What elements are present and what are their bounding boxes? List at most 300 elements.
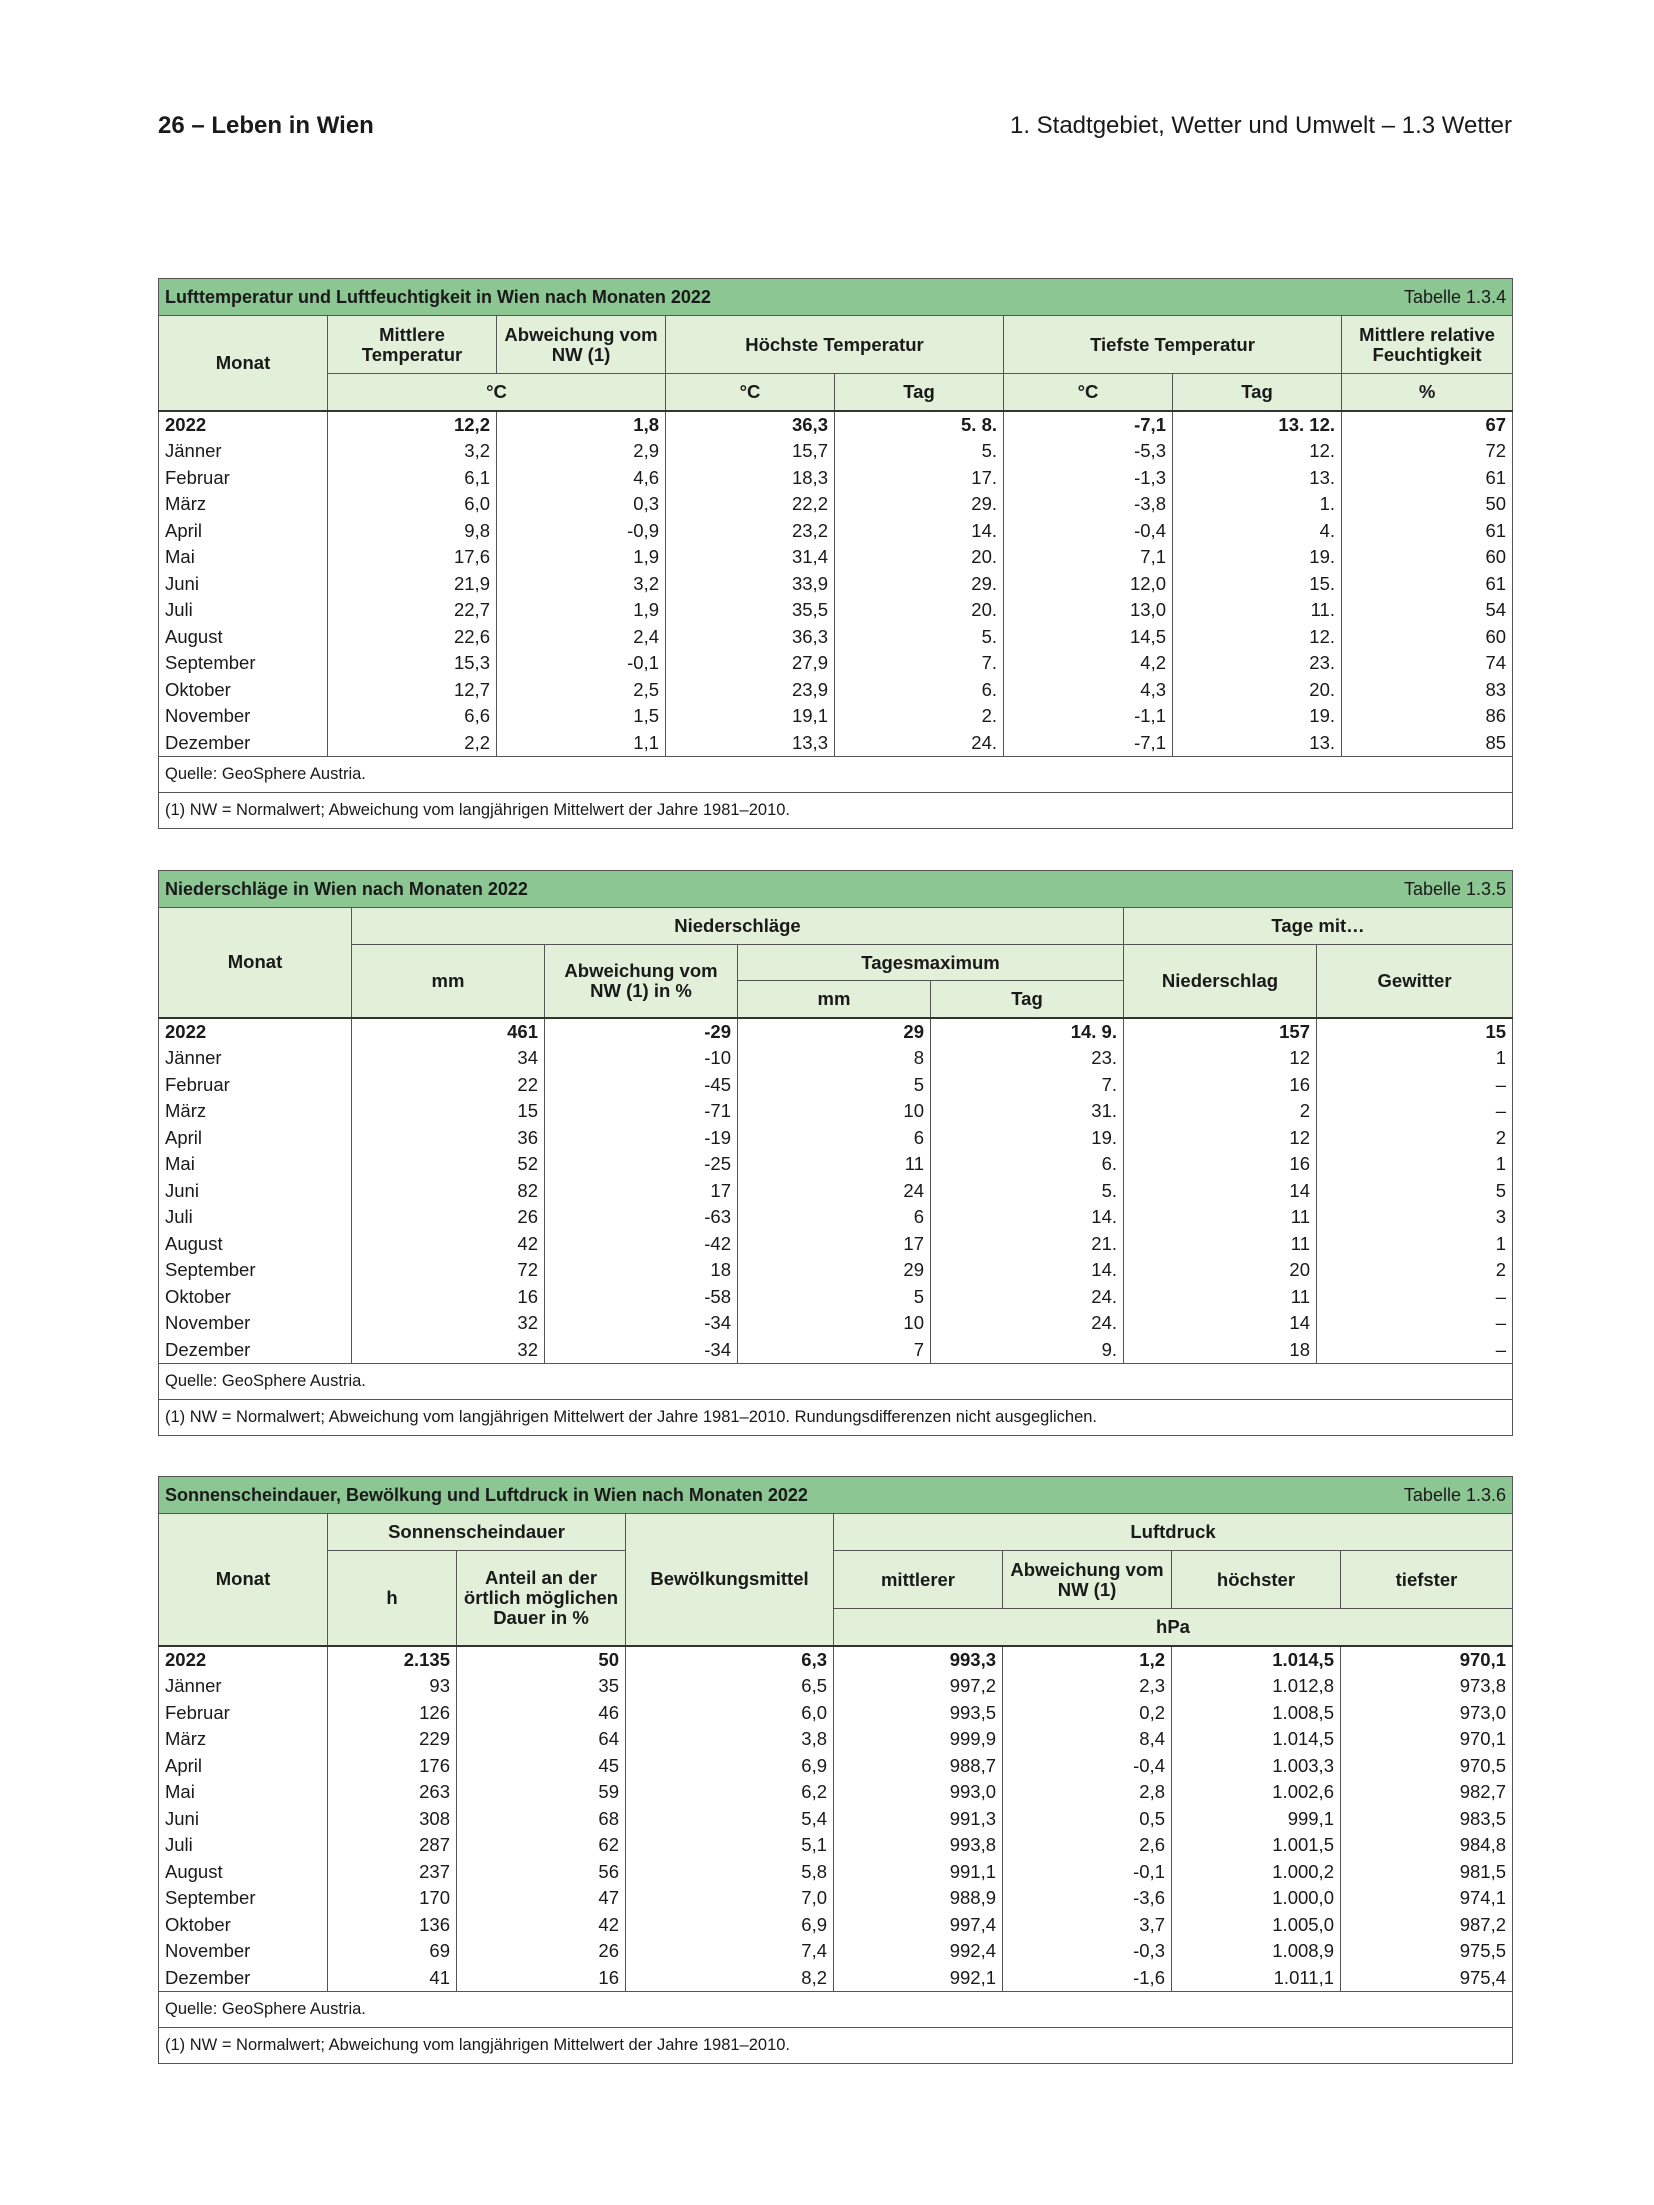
- cell-value: 9.: [931, 1337, 1124, 1364]
- cell-value: 1: [1317, 1231, 1513, 1258]
- col-header-mittlerer: mittlerer: [834, 1551, 1003, 1609]
- cell-value: -10: [545, 1045, 738, 1072]
- table-title: Sonnenscheindauer, Bewölkung und Luftdruck in Wien nach Monaten 2022: [165, 1484, 808, 1505]
- row-label: April: [159, 518, 328, 545]
- cell-value: 20.: [1173, 677, 1342, 704]
- cell-value: -42: [545, 1231, 738, 1258]
- cell-value: 983,5: [1341, 1806, 1513, 1833]
- cell-value: 1.012,8: [1172, 1673, 1341, 1700]
- cell-value: -58: [545, 1284, 738, 1311]
- cell-value: 6,5: [626, 1673, 834, 1700]
- cell-value: 2: [1317, 1257, 1513, 1284]
- cell-value: 59: [457, 1779, 626, 1806]
- cell-value: 4,3: [1004, 677, 1173, 704]
- cell-value: 0,5: [1003, 1806, 1172, 1833]
- col-header-abweichung: Abweichung vom NW (1): [497, 316, 666, 374]
- cell-value: 19.: [1173, 703, 1342, 730]
- cell-value: 10: [738, 1098, 931, 1125]
- cell-value: 13.: [1173, 465, 1342, 492]
- cell-value: 35: [457, 1673, 626, 1700]
- table-row: [159, 465, 1513, 492]
- table-row: [159, 703, 1513, 730]
- cell-value: 2,4: [497, 624, 666, 651]
- table-row: [159, 677, 1513, 704]
- col-header-tiefster: tiefster: [1341, 1551, 1513, 1609]
- table-row: [159, 1753, 1513, 1780]
- col-header-niederschlag: Niederschlag: [1124, 945, 1317, 1018]
- row-label: Jänner: [159, 438, 328, 465]
- cell-value: 1,8: [497, 411, 666, 439]
- cell-value: 5. 8.: [835, 411, 1004, 439]
- cell-value: 4,2: [1004, 650, 1173, 677]
- cell-value: 970,1: [1341, 1726, 1513, 1753]
- cell-value: 20.: [835, 544, 1004, 571]
- cell-value: 12,2: [328, 411, 497, 439]
- unit-tag: Tag: [931, 981, 1124, 1018]
- cell-value: 8,4: [1003, 1726, 1172, 1753]
- cell-value: 12: [1124, 1045, 1317, 1072]
- cell-value: -7,1: [1004, 730, 1173, 757]
- cell-value: 22: [352, 1072, 545, 1099]
- row-label: November: [159, 1938, 328, 1965]
- cell-value: -1,1: [1004, 703, 1173, 730]
- table-row: [159, 1965, 1513, 1992]
- cell-value: 970,5: [1341, 1753, 1513, 1780]
- chapter-title: 1. Stadtgebiet, Wetter und Umwelt – 1.3 Wetter: [1009, 112, 1512, 139]
- cell-value: 4.: [1173, 518, 1342, 545]
- cell-value: 0,2: [1003, 1700, 1172, 1727]
- cell-value: 23.: [931, 1045, 1124, 1072]
- table-temperature-humidity: [158, 278, 1513, 829]
- cell-value: 17,6: [328, 544, 497, 571]
- col-header-gewitter: Gewitter: [1317, 945, 1513, 1018]
- cell-value: 1.002,6: [1172, 1779, 1341, 1806]
- table-row: [159, 1859, 1513, 1886]
- cell-value: 1.014,5: [1172, 1726, 1341, 1753]
- cell-value: 67: [1342, 411, 1513, 439]
- cell-value: 993,3: [834, 1646, 1003, 1674]
- row-label: Dezember: [159, 1337, 352, 1364]
- cell-value: 85: [1342, 730, 1513, 757]
- cell-value: 3: [1317, 1204, 1513, 1231]
- cell-value: 982,7: [1341, 1779, 1513, 1806]
- cell-value: 42: [457, 1912, 626, 1939]
- cell-value: -71: [545, 1098, 738, 1125]
- cell-value: 56: [457, 1859, 626, 1886]
- unit-celsius: °C: [666, 374, 835, 411]
- cell-value: 992,1: [834, 1965, 1003, 1992]
- table-row: [159, 544, 1513, 571]
- cell-value: 42: [352, 1231, 545, 1258]
- cell-value: 987,2: [1341, 1912, 1513, 1939]
- row-label: Februar: [159, 1700, 328, 1727]
- unit-tag: Tag: [835, 374, 1004, 411]
- cell-value: 36: [352, 1125, 545, 1152]
- table-row-total: [159, 1018, 1513, 1046]
- col-header-anteil: Anteil an der örtlich möglichen Dauer in %: [457, 1551, 626, 1646]
- row-label: April: [159, 1125, 352, 1152]
- cell-value: 29.: [835, 491, 1004, 518]
- row-label: November: [159, 1310, 352, 1337]
- row-label: August: [159, 1859, 328, 1886]
- table-row: [159, 1257, 1513, 1284]
- cell-value: 35,5: [666, 597, 835, 624]
- table-number: Tabelle 1.3.5: [1403, 878, 1507, 899]
- cell-value: -19: [545, 1125, 738, 1152]
- cell-value: 2: [1317, 1125, 1513, 1152]
- col-header-sonnenscheindauer: Sonnenscheindauer: [328, 1514, 626, 1551]
- cell-value: 11.: [1173, 597, 1342, 624]
- cell-value: 7,4: [626, 1938, 834, 1965]
- cell-value: 997,4: [834, 1912, 1003, 1939]
- cell-value: 24.: [835, 730, 1004, 757]
- cell-value: 2,9: [497, 438, 666, 465]
- cell-value: 7,0: [626, 1885, 834, 1912]
- cell-value: 6,0: [328, 491, 497, 518]
- cell-value: 61: [1342, 571, 1513, 598]
- cell-value: 2,8: [1003, 1779, 1172, 1806]
- row-label: Oktober: [159, 677, 328, 704]
- cell-value: 7.: [835, 650, 1004, 677]
- cell-value: 17: [738, 1231, 931, 1258]
- cell-value: 5: [738, 1072, 931, 1099]
- cell-value: 24.: [931, 1284, 1124, 1311]
- cell-value: 6: [738, 1204, 931, 1231]
- cell-value: 16: [1124, 1072, 1317, 1099]
- row-label: März: [159, 1726, 328, 1753]
- table-row: [159, 650, 1513, 677]
- cell-value: 13. 12.: [1173, 411, 1342, 439]
- cell-value: 970,1: [1341, 1646, 1513, 1674]
- row-label: Juni: [159, 1178, 352, 1205]
- col-header-abweichung: Abweichung vom NW (1): [1003, 1551, 1172, 1609]
- cell-value: -0,9: [497, 518, 666, 545]
- cell-value: 5,8: [626, 1859, 834, 1886]
- cell-value: 18: [1124, 1337, 1317, 1364]
- row-label: 2022: [159, 1646, 328, 1674]
- cell-value: 21.: [931, 1231, 1124, 1258]
- row-label: Juni: [159, 571, 328, 598]
- cell-value: 6,3: [626, 1646, 834, 1674]
- cell-value: 1.001,5: [1172, 1832, 1341, 1859]
- cell-value: 5,4: [626, 1806, 834, 1833]
- cell-value: 6,0: [626, 1700, 834, 1727]
- cell-value: 3,8: [626, 1726, 834, 1753]
- cell-value: 29.: [835, 571, 1004, 598]
- cell-value: 12,7: [328, 677, 497, 704]
- cell-value: 136: [328, 1912, 457, 1939]
- cell-value: 981,5: [1341, 1859, 1513, 1886]
- row-label: Oktober: [159, 1912, 328, 1939]
- table-row: [159, 624, 1513, 651]
- cell-value: 1,9: [497, 597, 666, 624]
- row-label: 2022: [159, 411, 328, 439]
- cell-value: 3,2: [328, 438, 497, 465]
- cell-value: 991,3: [834, 1806, 1003, 1833]
- cell-value: 15,3: [328, 650, 497, 677]
- page-number-title: 26 – Leben in Wien: [158, 112, 374, 139]
- cell-value: 1,5: [497, 703, 666, 730]
- cell-value: 6,9: [626, 1753, 834, 1780]
- table-row: [159, 491, 1513, 518]
- table-title: Lufttemperatur und Luftfeuchtigkeit in Wien nach Monaten 2022: [165, 286, 711, 307]
- cell-value: 6.: [835, 677, 1004, 704]
- table-row: [159, 1231, 1513, 1258]
- cell-value: 24: [738, 1178, 931, 1205]
- cell-value: 126: [328, 1700, 457, 1727]
- cell-value: 15: [352, 1098, 545, 1125]
- cell-value: 13,3: [666, 730, 835, 757]
- cell-value: 72: [352, 1257, 545, 1284]
- cell-value: 176: [328, 1753, 457, 1780]
- row-label: Jänner: [159, 1045, 352, 1072]
- cell-value: 7.: [931, 1072, 1124, 1099]
- cell-value: 6: [738, 1125, 931, 1152]
- cell-value: 14: [1124, 1178, 1317, 1205]
- col-header-bewoelkung: Bewölkungsmittel: [626, 1514, 834, 1646]
- cell-value: 975,5: [1341, 1938, 1513, 1965]
- cell-value: 18,3: [666, 465, 835, 492]
- table-footnote: (1) NW = Normalwert; Abweichung vom langjährigen Mittelwert der Jahre 1981–2010. Rundungsdifferenzen nicht ausgeglichen.: [159, 1400, 1513, 1436]
- cell-value: 93: [328, 1673, 457, 1700]
- cell-value: -0,3: [1003, 1938, 1172, 1965]
- cell-value: 10: [738, 1310, 931, 1337]
- unit-celsius: °C: [328, 374, 666, 411]
- cell-value: 34: [352, 1045, 545, 1072]
- cell-value: 5: [1317, 1178, 1513, 1205]
- row-label: März: [159, 491, 328, 518]
- table-row: [159, 1673, 1513, 1700]
- row-label: Februar: [159, 465, 328, 492]
- cell-value: 12: [1124, 1125, 1317, 1152]
- table-title: Niederschläge in Wien nach Monaten 2022: [165, 878, 528, 899]
- cell-value: 82: [352, 1178, 545, 1205]
- cell-value: 14.: [931, 1204, 1124, 1231]
- cell-value: -0,4: [1004, 518, 1173, 545]
- row-label: September: [159, 1885, 328, 1912]
- row-label: September: [159, 650, 328, 677]
- cell-value: -7,1: [1004, 411, 1173, 439]
- cell-value: 22,6: [328, 624, 497, 651]
- table-row: [159, 1284, 1513, 1311]
- cell-value: 5,1: [626, 1832, 834, 1859]
- col-header-mm: mm: [352, 945, 545, 1018]
- table-row: [159, 1098, 1513, 1125]
- row-label: Juli: [159, 597, 328, 624]
- cell-value: 61: [1342, 465, 1513, 492]
- cell-value: 47: [457, 1885, 626, 1912]
- cell-value: 5.: [835, 624, 1004, 651]
- cell-value: 973,0: [1341, 1700, 1513, 1727]
- cell-value: 22,7: [328, 597, 497, 624]
- unit-percent: %: [1342, 374, 1513, 411]
- cell-value: 12.: [1173, 438, 1342, 465]
- cell-value: 17.: [835, 465, 1004, 492]
- cell-value: 12.: [1173, 624, 1342, 651]
- cell-value: 5.: [931, 1178, 1124, 1205]
- row-label: Mai: [159, 1151, 352, 1178]
- cell-value: 229: [328, 1726, 457, 1753]
- cell-value: -63: [545, 1204, 738, 1231]
- col-header-abweichung: Abweichung vom NW (1) in %: [545, 945, 738, 1018]
- unit-tag: Tag: [1173, 374, 1342, 411]
- row-label: August: [159, 1231, 352, 1258]
- cell-value: 18: [545, 1257, 738, 1284]
- cell-value: 9,8: [328, 518, 497, 545]
- table-footnote: (1) NW = Normalwert; Abweichung vom langjährigen Mittelwert der Jahre 1981–2010.: [159, 793, 1513, 829]
- cell-value: -0,1: [497, 650, 666, 677]
- table-row: [159, 1912, 1513, 1939]
- cell-value: -3,8: [1004, 491, 1173, 518]
- cell-value: 36,3: [666, 624, 835, 651]
- table-row: [159, 1806, 1513, 1833]
- cell-value: –: [1317, 1098, 1513, 1125]
- table-sunshine-pressure: [158, 1476, 1513, 2064]
- cell-value: 23,2: [666, 518, 835, 545]
- cell-value: -5,3: [1004, 438, 1173, 465]
- cell-value: 5: [738, 1284, 931, 1311]
- col-header-monat: Monat: [159, 908, 352, 1018]
- cell-value: 988,9: [834, 1885, 1003, 1912]
- table-row: [159, 1832, 1513, 1859]
- cell-value: 13,0: [1004, 597, 1173, 624]
- unit-celsius: °C: [1004, 374, 1173, 411]
- table-row: [159, 1125, 1513, 1152]
- cell-value: 20.: [835, 597, 1004, 624]
- row-label: September: [159, 1257, 352, 1284]
- cell-value: 993,0: [834, 1779, 1003, 1806]
- cell-value: 6,2: [626, 1779, 834, 1806]
- cell-value: 1.005,0: [1172, 1912, 1341, 1939]
- cell-value: 8: [738, 1045, 931, 1072]
- cell-value: 993,5: [834, 1700, 1003, 1727]
- cell-value: 5.: [835, 438, 1004, 465]
- cell-value: 2,3: [1003, 1673, 1172, 1700]
- cell-value: 21,9: [328, 571, 497, 598]
- cell-value: 1.008,5: [1172, 1700, 1341, 1727]
- cell-value: 8,2: [626, 1965, 834, 1992]
- row-label: März: [159, 1098, 352, 1125]
- cell-value: 14.: [835, 518, 1004, 545]
- cell-value: 13.: [1173, 730, 1342, 757]
- cell-value: 308: [328, 1806, 457, 1833]
- table-row: [159, 730, 1513, 757]
- cell-value: 60: [1342, 544, 1513, 571]
- cell-value: 14,5: [1004, 624, 1173, 651]
- cell-value: 1,2: [1003, 1646, 1172, 1674]
- cell-value: 2,2: [328, 730, 497, 757]
- cell-value: 45: [457, 1753, 626, 1780]
- cell-value: 41: [328, 1965, 457, 1992]
- cell-value: 15,7: [666, 438, 835, 465]
- row-label: 2022: [159, 1018, 352, 1046]
- table-source: Quelle: GeoSphere Austria.: [159, 1992, 1513, 2028]
- cell-value: 17: [545, 1178, 738, 1205]
- cell-value: 6.: [931, 1151, 1124, 1178]
- row-label: August: [159, 624, 328, 651]
- row-label: Jänner: [159, 1673, 328, 1700]
- cell-value: 33,9: [666, 571, 835, 598]
- row-label: Juli: [159, 1832, 328, 1859]
- cell-value: 2.: [835, 703, 1004, 730]
- cell-value: -1,6: [1003, 1965, 1172, 1992]
- table-row-total: [159, 411, 1513, 439]
- cell-value: 7,1: [1004, 544, 1173, 571]
- cell-value: 3,2: [497, 571, 666, 598]
- cell-value: 31,4: [666, 544, 835, 571]
- cell-value: 29: [738, 1018, 931, 1046]
- cell-value: 32: [352, 1310, 545, 1337]
- row-label: Februar: [159, 1072, 352, 1099]
- cell-value: –: [1317, 1072, 1513, 1099]
- cell-value: 993,8: [834, 1832, 1003, 1859]
- table-row: [159, 1726, 1513, 1753]
- col-header-tage-mit: Tage mit…: [1124, 908, 1513, 945]
- cell-value: -1,3: [1004, 465, 1173, 492]
- cell-value: 1.011,1: [1172, 1965, 1341, 1992]
- col-header-hoechster: höchster: [1172, 1551, 1341, 1609]
- cell-value: 2: [1124, 1098, 1317, 1125]
- cell-value: 2,5: [497, 677, 666, 704]
- cell-value: 999,9: [834, 1726, 1003, 1753]
- col-header-hoechste-temperatur: Höchste Temperatur: [666, 316, 1004, 374]
- cell-value: 2,6: [1003, 1832, 1172, 1859]
- cell-value: 3,7: [1003, 1912, 1172, 1939]
- row-label: Mai: [159, 1779, 328, 1806]
- table-row: [159, 1337, 1513, 1364]
- cell-value: 11: [1124, 1231, 1317, 1258]
- cell-value: 6,9: [626, 1912, 834, 1939]
- table-row: [159, 1310, 1513, 1337]
- table-row: [159, 571, 1513, 598]
- cell-value: 50: [1342, 491, 1513, 518]
- cell-value: 15: [1317, 1018, 1513, 1046]
- table-footnote: (1) NW = Normalwert; Abweichung vom langjährigen Mittelwert der Jahre 1981–2010.: [159, 2028, 1513, 2064]
- cell-value: 19,1: [666, 703, 835, 730]
- table-row: [159, 1885, 1513, 1912]
- cell-value: 4,6: [497, 465, 666, 492]
- table-row-total: [159, 1646, 1513, 1674]
- cell-value: 170: [328, 1885, 457, 1912]
- col-header-monat: Monat: [159, 316, 328, 411]
- cell-value: 6,1: [328, 465, 497, 492]
- row-label: Mai: [159, 544, 328, 571]
- col-header-monat: Monat: [159, 1514, 328, 1646]
- cell-value: 15.: [1173, 571, 1342, 598]
- cell-value: 6,6: [328, 703, 497, 730]
- cell-value: –: [1317, 1310, 1513, 1337]
- cell-value: 997,2: [834, 1673, 1003, 1700]
- cell-value: 12,0: [1004, 571, 1173, 598]
- table-row: [159, 1072, 1513, 1099]
- cell-value: 263: [328, 1779, 457, 1806]
- cell-value: -34: [545, 1337, 738, 1364]
- table-row: [159, 438, 1513, 465]
- cell-value: 973,8: [1341, 1673, 1513, 1700]
- cell-value: -29: [545, 1018, 738, 1046]
- cell-value: -25: [545, 1151, 738, 1178]
- cell-value: 0,3: [497, 491, 666, 518]
- cell-value: 50: [457, 1646, 626, 1674]
- col-header-tagesmaximum: Tagesmaximum: [738, 945, 1124, 981]
- table-row: [159, 1151, 1513, 1178]
- cell-value: 26: [457, 1938, 626, 1965]
- cell-value: 1.000,0: [1172, 1885, 1341, 1912]
- cell-value: 157: [1124, 1018, 1317, 1046]
- cell-value: 988,7: [834, 1753, 1003, 1780]
- cell-value: 7: [738, 1337, 931, 1364]
- table-row: [159, 1779, 1513, 1806]
